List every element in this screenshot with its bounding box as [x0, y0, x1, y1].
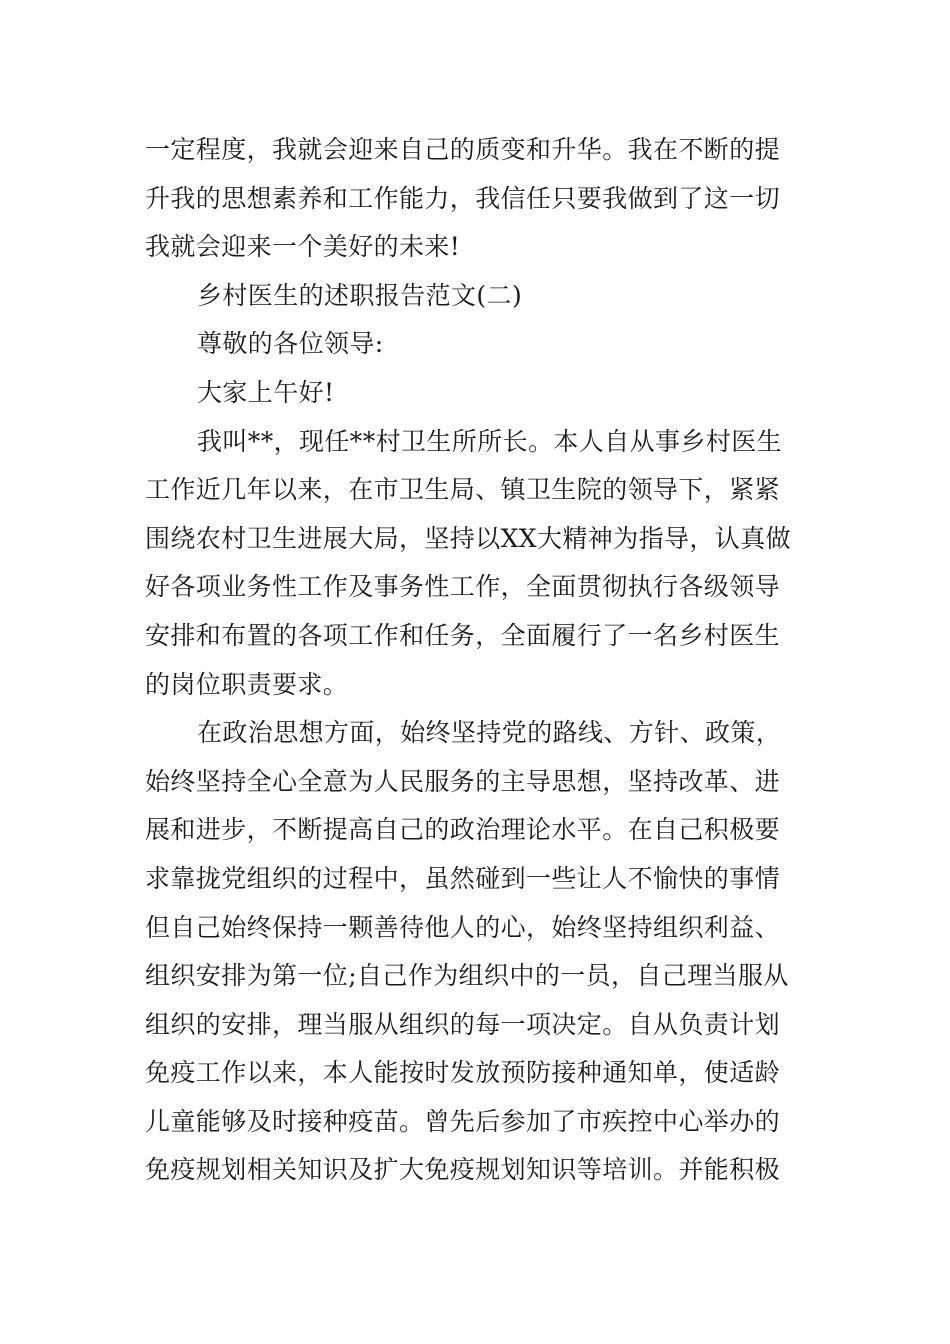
text-line: 始终坚持全心全意为人民服务的主导思想，坚持改革、进	[145, 766, 781, 796]
text-line: 展和进步，不断提高自己的政治理论水平。在自己积极要	[145, 815, 781, 845]
text-line: 乡村医生的述职报告范文(二)	[197, 280, 523, 310]
paragraph-politics	[145, 709, 810, 1195]
text-line: 的岗位职责要求。	[145, 669, 349, 699]
text-line: 好各项业务性工作及事务性工作，全面贯彻执行各级领导	[145, 572, 781, 602]
text-line: 免疫规划相关知识及扩大免疫规划知识等培训。并能积极	[145, 1155, 781, 1185]
text-line: 安排和布置的各项工作和任务，全面履行了一名乡村医生	[145, 620, 781, 650]
text-line: 尊敬的各位领导:	[197, 329, 384, 359]
text-line: 求靠拢党组织的过程中，虽然碰到一些让人不愉快的事情	[145, 863, 781, 893]
salutation	[145, 320, 810, 369]
text-line: 免疫工作以来，本人能按时发放预防接种通知单，使适龄	[145, 1058, 781, 1088]
text-line: 我叫**，现任**村卫生所所长。本人自从事乡村医生	[197, 426, 783, 456]
text-line: 组织的安排，理当服从组织的每一项决定。自从负责计划	[145, 1009, 781, 1039]
text-line: 工作近几年以来，在市卫生局、镇卫生院的领导下，紧紧	[145, 475, 781, 505]
greeting	[145, 369, 810, 418]
document-body	[145, 126, 810, 1195]
paragraph-intro	[145, 418, 810, 710]
text-line: 但自己始终保持一颗善待他人的心，始终坚持组织利益、	[145, 912, 781, 942]
text-line: 大家上午好!	[197, 377, 335, 407]
text-line: 儿童能够及时接种疫苗。曾先后参加了市疾控中心举办的	[145, 1106, 781, 1136]
text-line: 一定程度，我就会迎来自己的质变和升华。我在不断的提	[145, 135, 781, 164]
text-line: 升我的思想素养和工作能力，我信任只要我做到了这一切	[145, 183, 781, 213]
text-line: 在政治思想方面，始终坚持党的路线、方针、政策，	[197, 718, 782, 748]
text-line: 我就会迎来一个美好的未来!	[145, 232, 461, 262]
text-line: 组织安排为第一位;自己作为组织中的一员，自己理当服从	[145, 961, 789, 991]
paragraph-continuation	[145, 126, 810, 272]
report-title	[145, 272, 810, 321]
text-line: 围绕农村卫生进展大局，坚持以XX大精神为指导，认真做	[145, 523, 791, 553]
